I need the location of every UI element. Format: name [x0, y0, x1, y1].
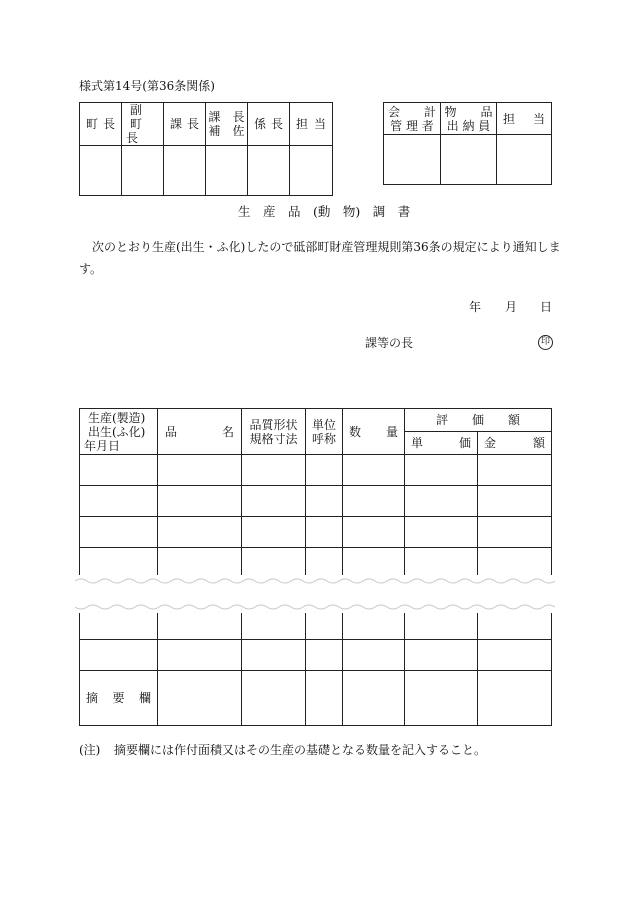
- date-year-label: 年: [469, 300, 482, 314]
- table-row: [80, 486, 552, 517]
- approval-head-subsection-chief: 係 長: [248, 103, 290, 146]
- table-row: [80, 517, 552, 548]
- approval-stamp-table-right: [383, 102, 552, 185]
- approval-head-goods-clerk: 物 品 出 納 員: [441, 103, 497, 135]
- stamp-box-mayor[interactable]: [80, 146, 122, 196]
- summary-row: [80, 671, 552, 726]
- note-label: (注): [79, 743, 101, 757]
- stamp-box-deputy-mayor[interactable]: [122, 146, 164, 196]
- header-production-date: 生産(製造) 出生(ふ化) 年月日: [80, 409, 158, 455]
- tear-edge-top: [75, 575, 555, 585]
- body-text-line-1: 次のとおり生産(出生・ふ化)したので砥部町財産管理規則第36条の規定により通知しま: [92, 240, 561, 254]
- production-table: [79, 408, 552, 726]
- document-title: 生 産 品 (動 物) 調 書: [238, 204, 411, 219]
- stamp-box-accounting-manager[interactable]: [384, 135, 441, 185]
- approval-head-staff: 担 当: [290, 103, 333, 146]
- stamp-box-assistant-chief[interactable]: [206, 146, 248, 196]
- header-quantity: 数 量: [343, 409, 405, 455]
- form-number-label: 様式第14号(第36条関係): [79, 79, 215, 93]
- stamp-box-staff-right[interactable]: [497, 135, 552, 185]
- date-month-label: 月: [505, 300, 518, 314]
- signer-title: 課等の長: [365, 336, 414, 350]
- table-row: [80, 455, 552, 486]
- approval-head-section-chief: 課 長: [164, 103, 206, 146]
- stamp-box-subsection-chief[interactable]: [248, 146, 290, 196]
- stamp-box-staff[interactable]: [290, 146, 333, 196]
- seal-mark-icon: 印: [538, 335, 553, 350]
- header-valuation: 評 価 額: [405, 409, 552, 432]
- approval-stamp-table-left: [79, 102, 333, 196]
- approval-head-deputy-mayor: 副 町 長: [122, 103, 164, 146]
- table-row: [80, 609, 552, 640]
- table-row: [80, 548, 552, 579]
- tear-edge-bottom: [75, 603, 555, 613]
- stamp-box-goods-clerk[interactable]: [441, 135, 497, 185]
- approval-head-assistant-chief: 課 長 補 佐: [206, 103, 248, 146]
- header-item-name: 品 名: [158, 409, 242, 455]
- note-text: 摘要欄には作付面積又はその生産の基礎となる数量を記入すること。: [114, 743, 487, 757]
- approval-head-mayor: 町 長: [80, 103, 122, 146]
- date-day-label: 日: [540, 300, 553, 314]
- approval-head-staff-right: 担 当: [497, 103, 552, 135]
- header-unit-price: 単 価: [405, 432, 478, 455]
- stamp-box-section-chief[interactable]: [164, 146, 206, 196]
- table-row: [80, 640, 552, 671]
- header-unit-name: 単位 呼称: [306, 409, 343, 455]
- summary-label: 摘 要 欄: [80, 671, 158, 726]
- header-quality-spec: 品質形状 規格寸法: [242, 409, 306, 455]
- body-text-line-2: す。: [79, 262, 103, 276]
- approval-head-accounting-manager: 会 計 管 理 者: [384, 103, 441, 135]
- header-amount: 金 額: [478, 432, 552, 455]
